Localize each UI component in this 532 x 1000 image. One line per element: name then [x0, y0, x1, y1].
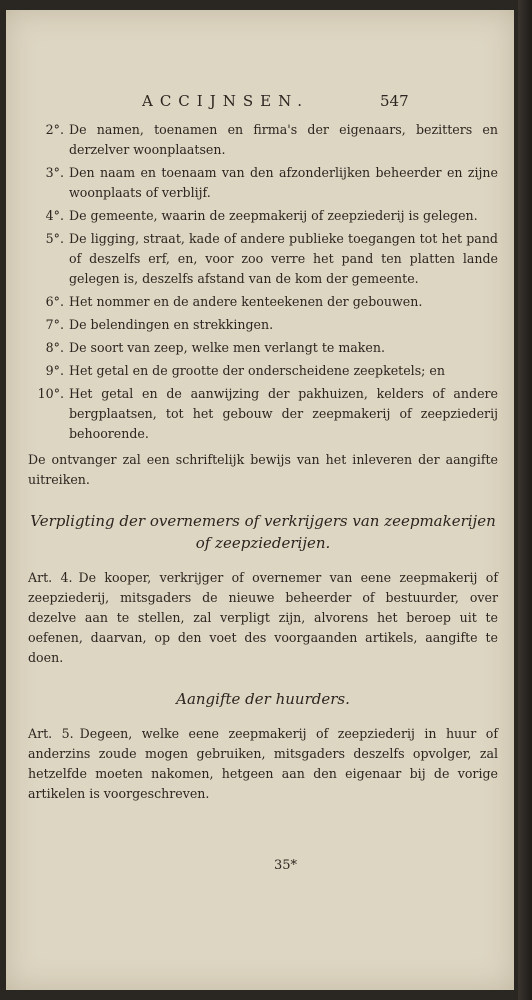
closing-paragraph: De ontvanger zal een schriftelijk bewijs van het inleveren der aangifte uitreiken.: [28, 452, 498, 487]
item-number: 3°.: [45, 165, 64, 180]
item-number: 2°.: [45, 122, 64, 137]
list-item: [28, 206, 498, 226]
item-text: Het getal en de grootte der onderscheidene zeepketels; en: [69, 363, 445, 378]
article-text: De kooper, verkrijger of overnemer van eene zeepmakerij of zeepziederij, mitsgaders de nieuwe beheerder of bestuurder, over dezelve aan te stellen, zal verpligt zijn, alvorens het beroep uit te oefenen, daarvan, op den voet des voorgaanden artikels, aangifte te doen.: [28, 570, 498, 665]
article-4: [28, 568, 498, 668]
item-number: 5°.: [45, 231, 64, 246]
book-page: [6, 10, 514, 990]
list-item: [28, 292, 498, 312]
article-label: Art. 5.: [28, 726, 74, 741]
item-text: De belendingen en strekkingen.: [69, 317, 274, 332]
page-number: 547: [380, 92, 409, 110]
section-heading: Aangifte der huurders.: [176, 690, 350, 708]
signature-mark: 35*: [274, 858, 298, 873]
item-text: De ligging, straat, kade of andere publieke toegangen tot het pand of deszelfs erf, en, voor zoo verre het pand ten platten lande gelegen is, deszelfs afstand van de kom der gemeente.: [69, 231, 498, 286]
list-item: [28, 384, 498, 444]
article-label: Art. 4.: [28, 570, 73, 585]
item-number: 4°.: [45, 208, 64, 223]
item-text: De namen, toenamen en firma's der eigenaars, bezitters en derzelver woonplaatsen.: [69, 122, 498, 157]
item-text: Het getal en de aanwijzing der pakhuizen, kelders of andere bergplaatsen, tot het gebouw der zeepmakerij of zeepziederij behoorende.: [69, 386, 498, 441]
running-title: ACCIJNSEN.: [142, 92, 310, 110]
article-text: Degeen, welke eene zeepmakerij of zeepziederij in huur of anderzins zoude mogen gebruiken, mitsgaders deszelfs opvolger, zal hetzelfde moeten nakomen, hetgeen aan den eigenaar bij de vorige artikelen is voorgeschreven.: [28, 726, 498, 801]
item-text: De gemeente, waarin de zeepmakerij of zeepziederij is gelegen.: [69, 208, 478, 223]
list-item: [28, 163, 498, 203]
list-item: [28, 361, 498, 381]
page-edge: [518, 0, 532, 1000]
list-item: [28, 229, 498, 289]
page-header: [6, 92, 514, 116]
item-text: Het nommer en de andere kenteekenen der gebouwen.: [69, 294, 423, 309]
section-heading: Verpligting der overnemers of verkrijgers van zeepmakerijen of zeepziederijen.: [30, 512, 496, 552]
item-number: 7°.: [45, 317, 64, 332]
item-number: 9°.: [45, 363, 64, 378]
article-5: [28, 724, 498, 804]
item-text: Den naam en toenaam van den afzonderlijken beheerder en zijne woonplaats of verblijf.: [69, 165, 498, 200]
list-item: [28, 315, 498, 335]
list-item: [28, 338, 498, 358]
item-text: De soort van zeep, welke men verlangt te maken.: [69, 340, 385, 355]
item-number: 6°.: [45, 294, 64, 309]
list-item: [28, 120, 498, 160]
item-number: 8°.: [45, 340, 64, 355]
page-body: [28, 120, 498, 804]
item-number: 10°.: [37, 386, 64, 401]
